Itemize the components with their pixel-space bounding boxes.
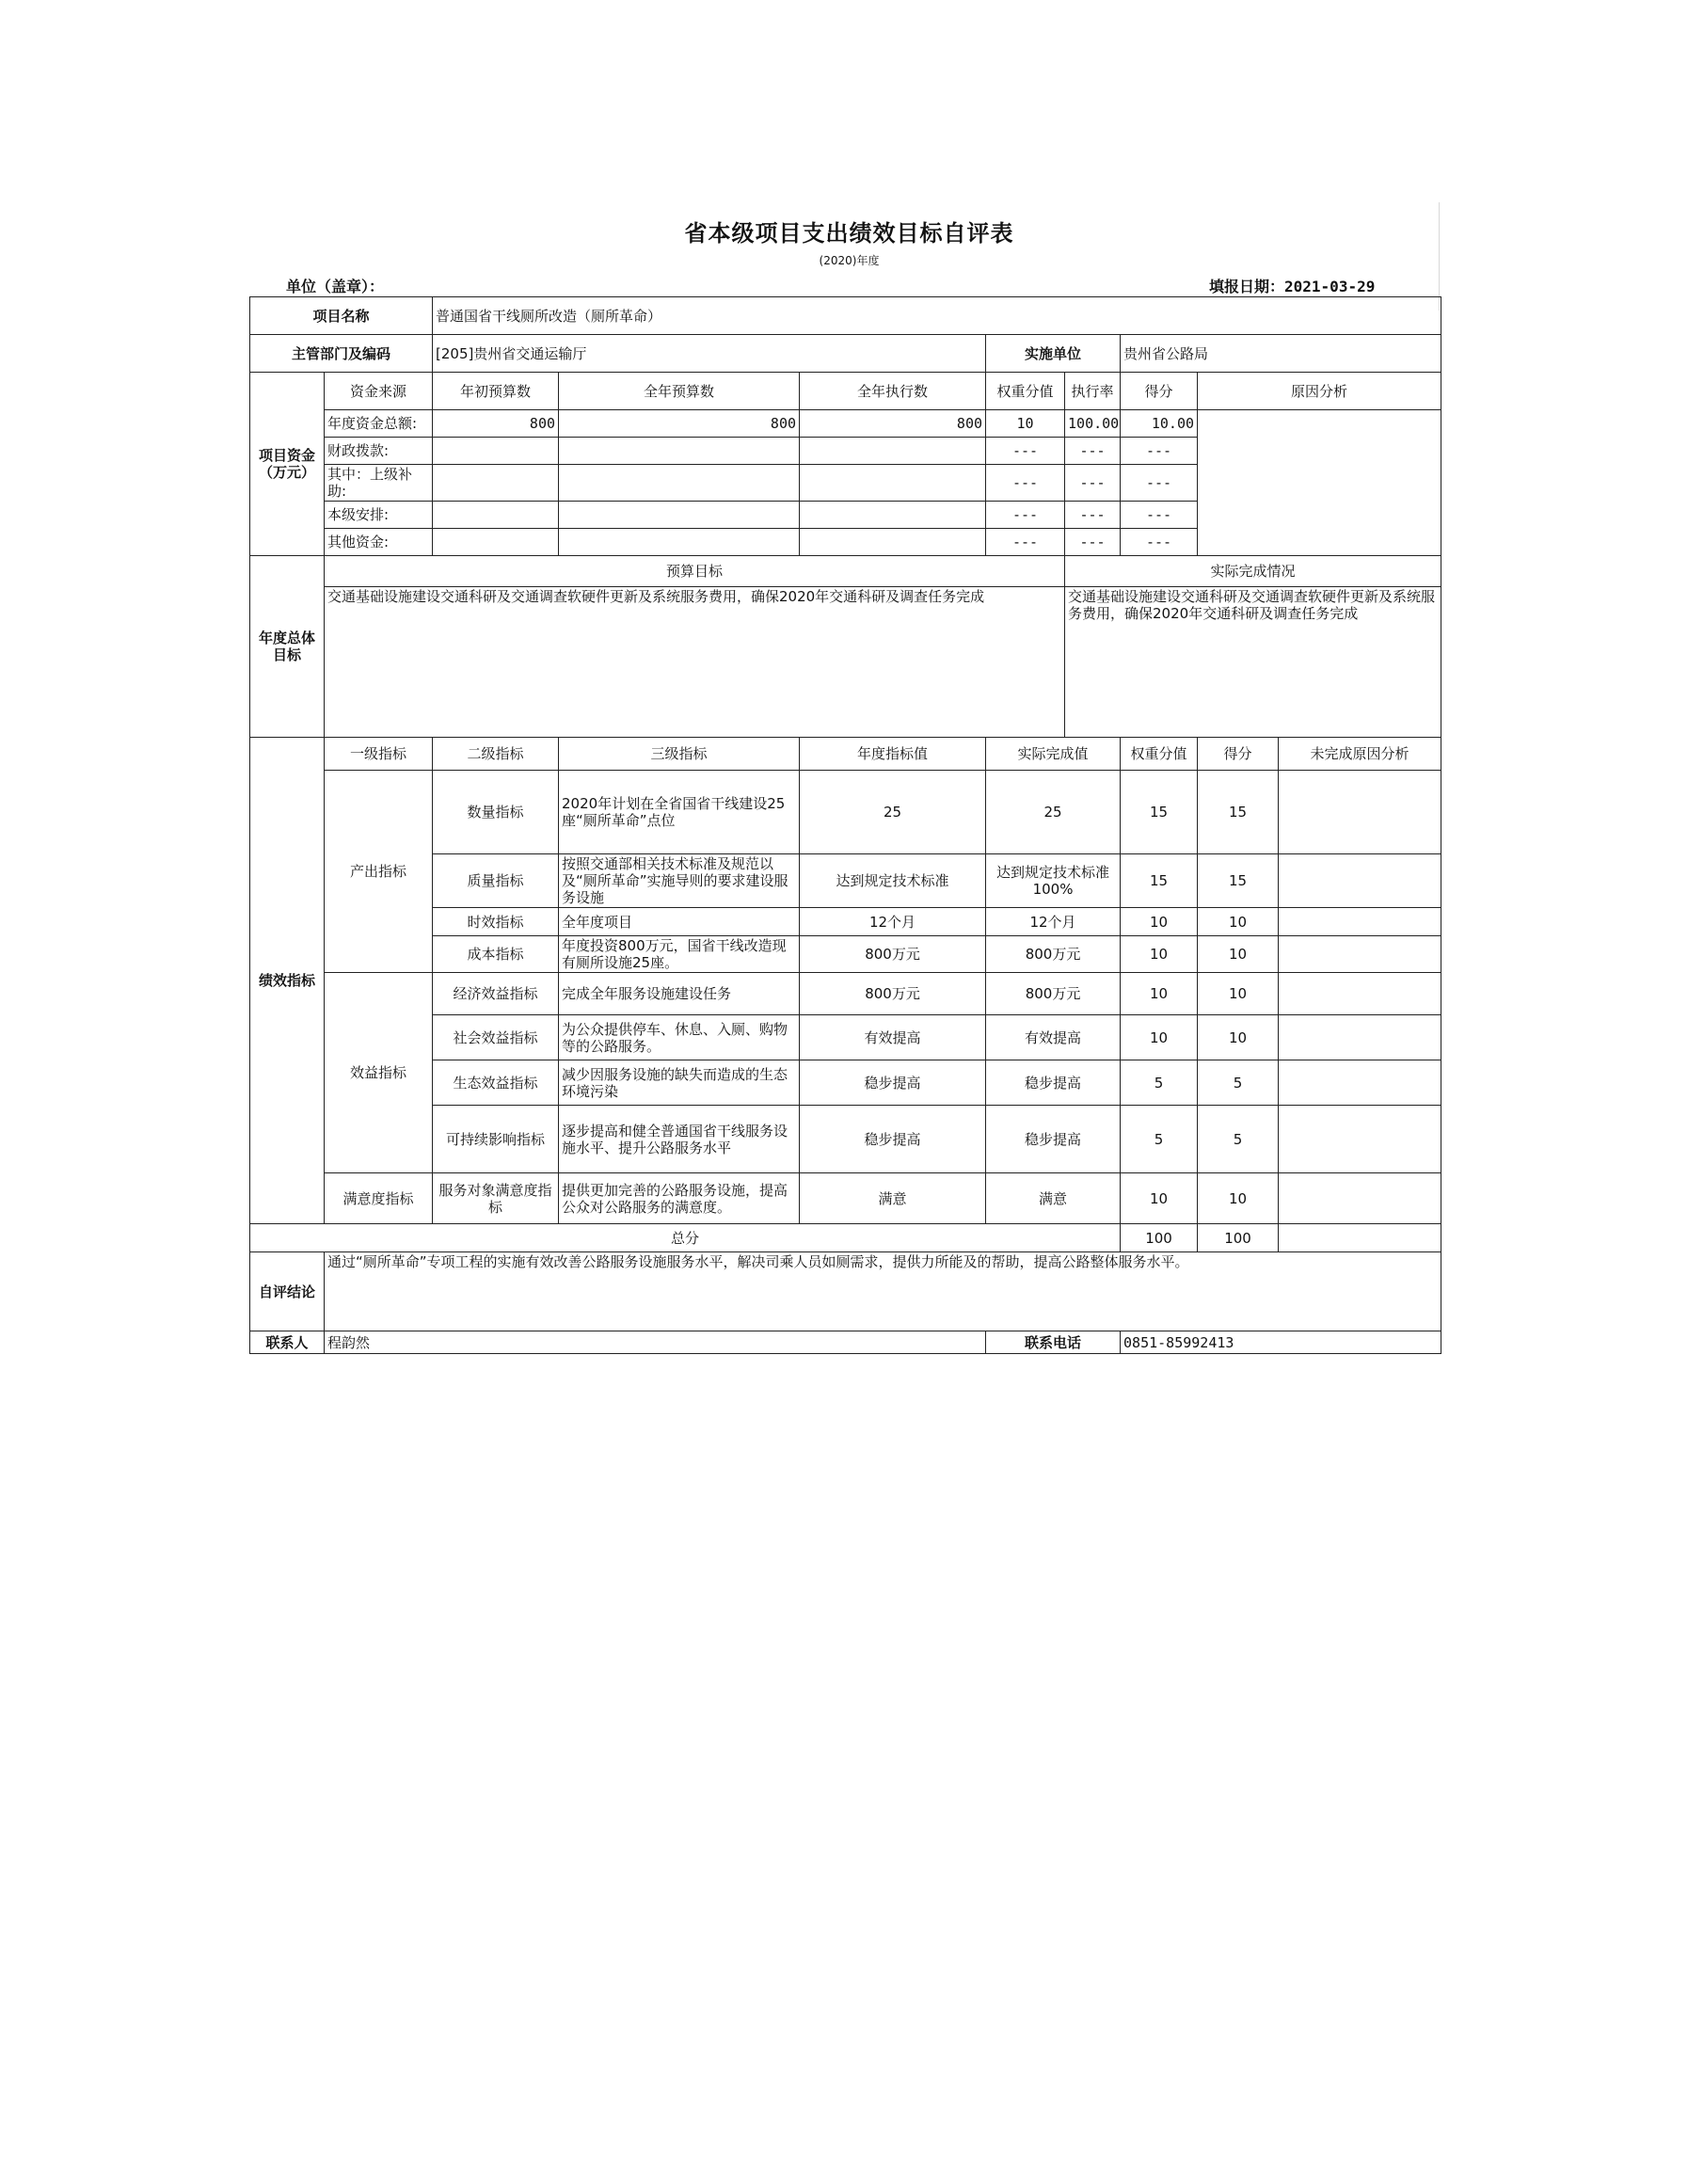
- indicator-reason: [1279, 936, 1441, 973]
- total-row: [250, 1224, 1441, 1252]
- budget-goal-header: 预算目标: [325, 556, 1065, 587]
- funds-rate: ---: [1065, 465, 1121, 502]
- indicator-level2: 时效指标: [433, 908, 559, 936]
- indicator-actual: 有效提高: [986, 1015, 1121, 1060]
- indicator-actual: 800万元: [986, 936, 1121, 973]
- indicator-score: 5: [1198, 1106, 1279, 1173]
- indicator-target: 25: [800, 771, 986, 854]
- indicator-weight: 5: [1121, 1060, 1198, 1106]
- perf-col-level2: 二级指标: [433, 738, 559, 771]
- funds-row-label: 财政拨款:: [325, 438, 433, 465]
- indicator-weight: 10: [1121, 1015, 1198, 1060]
- form-year: (2020)年度: [819, 254, 880, 267]
- indicator-level2: 质量指标: [433, 854, 559, 908]
- funds-reason: [1198, 410, 1441, 556]
- indicator-row: [250, 771, 1441, 854]
- indicator-reason: [1279, 1015, 1441, 1060]
- total-reason: [1279, 1224, 1441, 1252]
- funds-row-label: 本级安排:: [325, 502, 433, 529]
- funds-weight: ---: [986, 438, 1065, 465]
- indicator-target: 达到规定技术标准: [800, 854, 986, 908]
- indicator-level2: 生态效益指标: [433, 1060, 559, 1106]
- indicator-weight: 10: [1121, 973, 1198, 1015]
- level1-output-indicators: 产出指标: [325, 771, 433, 973]
- perf-col-target: 年度指标值: [800, 738, 986, 771]
- indicator-level2: 服务对象满意度指标: [433, 1173, 559, 1224]
- unit-stamp-label: 单位（盖章）：: [286, 278, 385, 295]
- funds-annual: [559, 502, 800, 529]
- indicator-actual: 达到规定技术标准100%: [986, 854, 1121, 908]
- funds-rate: 100.00: [1065, 410, 1121, 438]
- level1-benefit-indicators: 效益指标: [325, 973, 433, 1173]
- indicator-row: [250, 1173, 1441, 1224]
- performance-section-label: 绩效指标: [250, 738, 325, 1224]
- indicator-score: 5: [1198, 1060, 1279, 1106]
- indicator-score: 10: [1198, 973, 1279, 1015]
- contact-label: 联系人: [250, 1331, 325, 1354]
- funds-annual: 800: [559, 410, 800, 438]
- implementer-label: 实施单位: [986, 335, 1121, 373]
- funds-col-source: 资金来源: [325, 373, 433, 410]
- indicator-weight: 15: [1121, 854, 1198, 908]
- indicator-weight: 10: [1121, 936, 1198, 973]
- funds-rate: ---: [1065, 529, 1121, 556]
- indicator-reason: [1279, 771, 1441, 854]
- actual-completion-text: 交通基础设施建设交通科研及交通调查软硬件更新及系统服务费用，确保2020年交通科研及调查任务完成: [1065, 587, 1441, 738]
- funds-col-initial: 年初预算数: [433, 373, 559, 410]
- perf-col-actual: 实际完成值: [986, 738, 1121, 771]
- indicator-level2: 社会效益指标: [433, 1015, 559, 1060]
- perf-col-level1: 一级指标: [325, 738, 433, 771]
- funds-annual: [559, 438, 800, 465]
- funds-initial: [433, 438, 559, 465]
- funds-col-weight: 权重分值: [986, 373, 1065, 410]
- funds-initial: [433, 465, 559, 502]
- indicator-score: 15: [1198, 854, 1279, 908]
- actual-completion-header: 实际完成情况: [1065, 556, 1441, 587]
- indicator-actual: 12个月: [986, 908, 1121, 936]
- indicator-reason: [1279, 1173, 1441, 1224]
- conclusion-label: 自评结论: [250, 1252, 325, 1331]
- indicator-target: 800万元: [800, 973, 986, 1015]
- funds-weight: ---: [986, 529, 1065, 556]
- indicator-level3: 为公众提供停车、休息、入厕、购物等的公路服务。: [559, 1015, 800, 1060]
- funds-score: ---: [1121, 529, 1198, 556]
- annual-goal-row: [250, 587, 1441, 738]
- fill-date-value: 2021-03-29: [1284, 278, 1376, 295]
- indicator-reason: [1279, 1106, 1441, 1173]
- funds-initial: [433, 529, 559, 556]
- funds-executed: 800: [800, 410, 986, 438]
- funds-executed: [800, 465, 986, 502]
- indicator-level2: 数量指标: [433, 771, 559, 854]
- indicator-level2: 成本指标: [433, 936, 559, 973]
- perf-col-level3: 三级指标: [559, 738, 800, 771]
- indicator-level3: 年度投资800万元，国省干线改造现有厕所设施25座。: [559, 936, 800, 973]
- annual-goal-label: 年度总体目标: [250, 556, 325, 738]
- indicator-reason: [1279, 973, 1441, 1015]
- indicator-weight: 5: [1121, 1106, 1198, 1173]
- indicator-score: 10: [1198, 908, 1279, 936]
- funds-initial: [433, 502, 559, 529]
- indicator-level2: 可持续影响指标: [433, 1106, 559, 1173]
- total-label: 总分: [250, 1224, 1121, 1252]
- indicator-level3: 完成全年服务设施建设任务: [559, 973, 800, 1015]
- indicator-level3: 按照交通部相关技术标准及规范以及“厕所革命”实施导则的要求建设服务设施: [559, 854, 800, 908]
- funds-rate: ---: [1065, 502, 1121, 529]
- project-name-row: [250, 297, 1441, 335]
- indicator-actual: 25: [986, 771, 1121, 854]
- total-weight: 100: [1121, 1224, 1198, 1252]
- funds-executed: [800, 502, 986, 529]
- indicator-actual: 稳步提高: [986, 1106, 1121, 1173]
- funds-score: 10.00: [1121, 410, 1198, 438]
- indicator-target: 800万元: [800, 936, 986, 973]
- indicator-target: 稳步提高: [800, 1060, 986, 1106]
- conclusion-text: 通过“厕所革命”专项工程的实施有效改善公路服务设施服务水平，解决司乘人员如厕需求，提供力所能及的帮助，提高公路整体服务水平。: [325, 1252, 1441, 1331]
- indicator-weight: 15: [1121, 771, 1198, 854]
- perf-col-reason: 未完成原因分析: [1279, 738, 1441, 771]
- funds-col-reason: 原因分析: [1198, 373, 1441, 410]
- fill-date: [1209, 275, 1375, 296]
- contact-name: 程韵然: [325, 1331, 986, 1354]
- performance-header-row: [250, 738, 1441, 771]
- indicator-reason: [1279, 854, 1441, 908]
- funds-row-label: 其他资金:: [325, 529, 433, 556]
- indicator-level3: 提供更加完善的公路服务设施，提高公众对公路服务的满意度。: [559, 1173, 800, 1224]
- indicator-level3: 逐步提高和健全普通国省干线服务设施水平、提升公路服务水平: [559, 1106, 800, 1173]
- indicator-score: 15: [1198, 771, 1279, 854]
- funds-weight: ---: [986, 465, 1065, 502]
- indicator-weight: 10: [1121, 908, 1198, 936]
- funds-section-label: 项目资金（万元）: [250, 373, 325, 556]
- indicator-target: 有效提高: [800, 1015, 986, 1060]
- project-name-value: 普通国省干线厕所改造（厕所革命）: [433, 297, 1441, 335]
- indicator-level3: 2020年计划在全省国省干线建设25座“厕所革命”点位: [559, 771, 800, 854]
- implementer-value: 贵州省公路局: [1121, 335, 1441, 373]
- funds-rate: ---: [1065, 438, 1121, 465]
- funds-row: [250, 410, 1441, 438]
- indicator-actual: 满意: [986, 1173, 1121, 1224]
- form-title: 省本级项目支出绩效目标自评表: [684, 220, 1014, 247]
- perf-col-score: 得分: [1198, 738, 1279, 771]
- phone-label: 联系电话: [986, 1331, 1121, 1354]
- indicator-target: 12个月: [800, 908, 986, 936]
- indicator-score: 10: [1198, 1173, 1279, 1224]
- funds-col-rate: 执行率: [1065, 373, 1121, 410]
- funds-col-annual: 全年预算数: [559, 373, 800, 410]
- indicator-actual: 稳步提高: [986, 1060, 1121, 1106]
- evaluation-table: [249, 296, 1441, 1354]
- department-row: [250, 335, 1441, 373]
- indicator-weight: 10: [1121, 1173, 1198, 1224]
- funds-initial: 800: [433, 410, 559, 438]
- department-value: [205]贵州省交通运输厅: [433, 335, 986, 373]
- funds-col-score: 得分: [1121, 373, 1198, 410]
- indicator-level3: 减少因服务设施的缺失而造成的生态环境污染: [559, 1060, 800, 1106]
- funds-executed: [800, 438, 986, 465]
- indicator-score: 10: [1198, 1015, 1279, 1060]
- department-label: 主管部门及编码: [250, 335, 433, 373]
- perf-col-weight: 权重分值: [1121, 738, 1198, 771]
- level1-satisfaction-indicators: 满意度指标: [325, 1173, 433, 1224]
- indicator-target: 稳步提高: [800, 1106, 986, 1173]
- funds-score: ---: [1121, 438, 1198, 465]
- indicator-row: [250, 973, 1441, 1015]
- indicator-level3: 全年度项目: [559, 908, 800, 936]
- conclusion-row: [250, 1252, 1441, 1331]
- phone-value: 0851-85992413: [1121, 1331, 1441, 1354]
- funds-score: ---: [1121, 502, 1198, 529]
- funds-executed: [800, 529, 986, 556]
- funds-annual: [559, 465, 800, 502]
- funds-row-label: 年度资金总额:: [325, 410, 433, 438]
- funds-col-executed: 全年执行数: [800, 373, 986, 410]
- annual-goal-header-row: [250, 556, 1441, 587]
- indicator-target: 满意: [800, 1173, 986, 1224]
- indicator-score: 10: [1198, 936, 1279, 973]
- total-score: 100: [1198, 1224, 1279, 1252]
- funds-score: ---: [1121, 465, 1198, 502]
- indicator-reason: [1279, 1060, 1441, 1106]
- indicator-reason: [1279, 908, 1441, 936]
- funds-weight: 10: [986, 410, 1065, 438]
- budget-goal-text: 交通基础设施建设交通科研及交通调查软硬件更新及系统服务费用，确保2020年交通科研及调查任务完成: [325, 587, 1065, 738]
- indicator-actual: 800万元: [986, 973, 1121, 1015]
- indicator-level2: 经济效益指标: [433, 973, 559, 1015]
- fill-date-label: 填报日期：: [1209, 278, 1285, 295]
- contact-row: [250, 1331, 1441, 1354]
- funds-annual: [559, 529, 800, 556]
- funds-weight: ---: [986, 502, 1065, 529]
- project-name-label: 项目名称: [250, 297, 433, 335]
- funds-header-row: [250, 373, 1441, 410]
- funds-row-label: 其中：上级补助:: [325, 465, 433, 502]
